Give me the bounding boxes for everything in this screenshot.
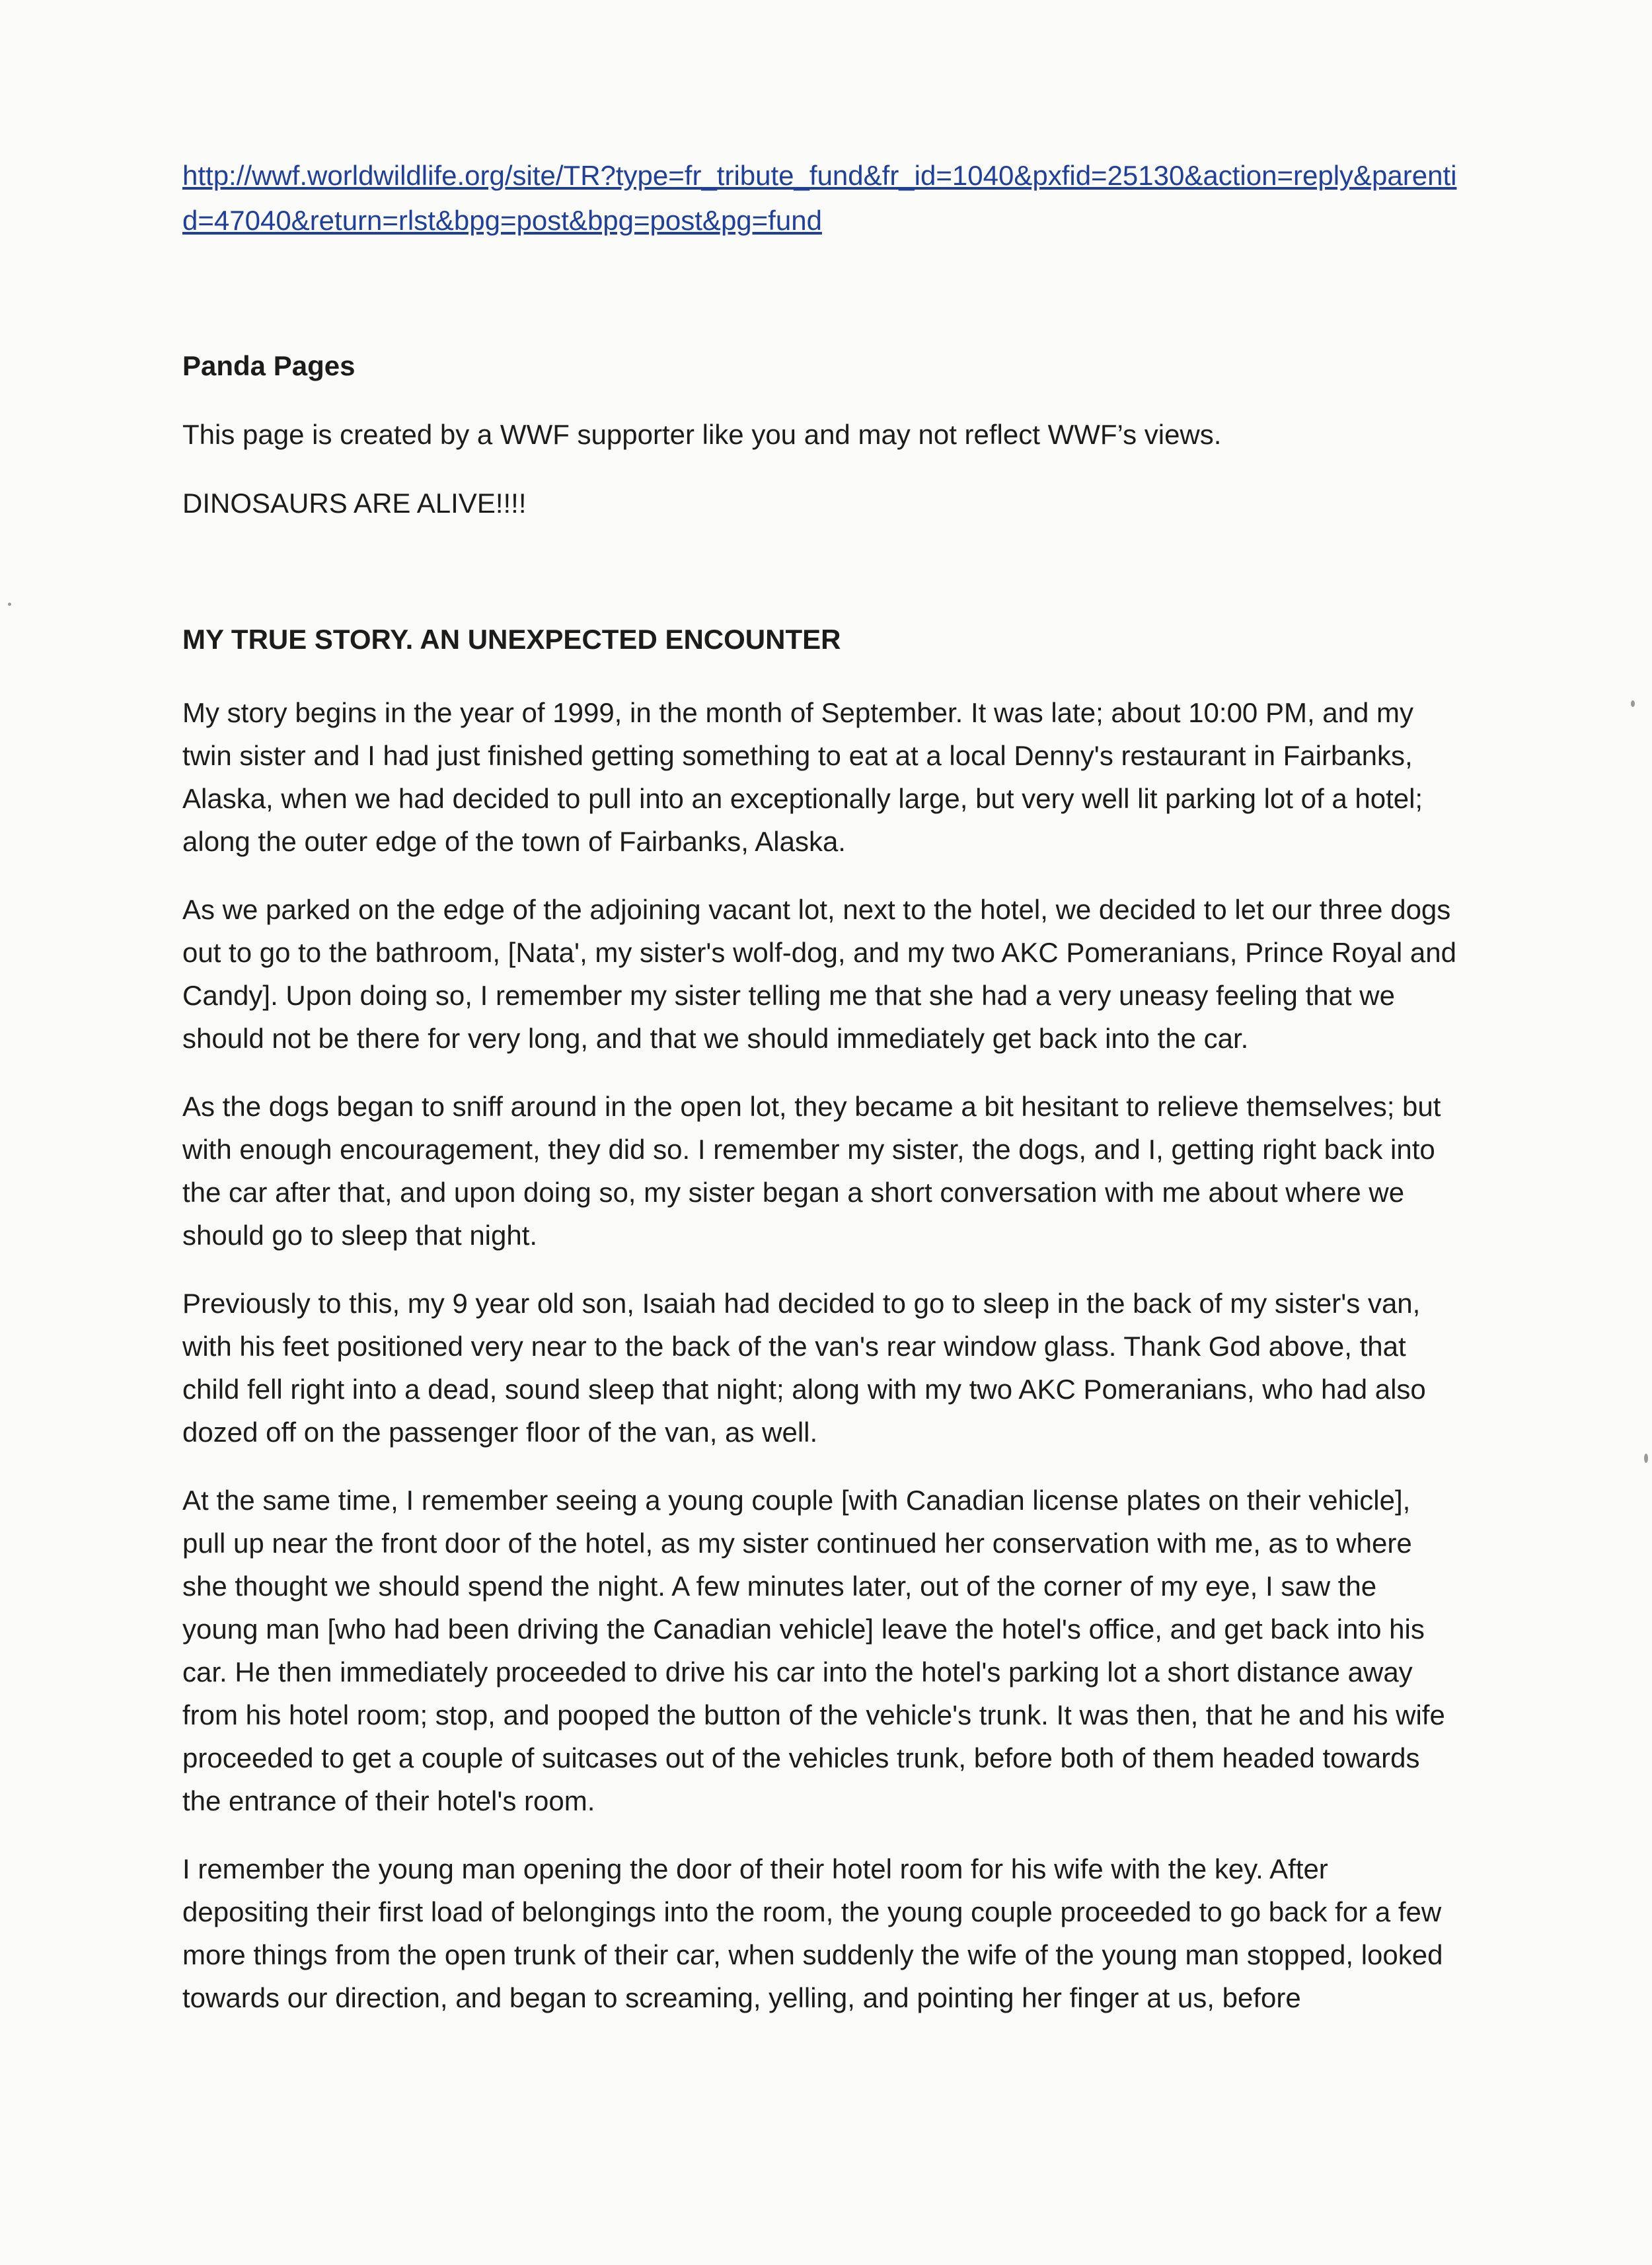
headline: DINOSAURS ARE ALIVE!!!! (182, 488, 527, 519)
story-body (182, 691, 1458, 2019)
story-paragraph: My story begins in the year of 1999, in the month of September. It was late; about 10:00 PM, and my twin sister and I had just finished getting something to eat at a local Denny's restaurant in Fairbanks, Alaska, when we had decided to pull into an exceptionally large, but very well lit parking lot of a hotel; along the outer edge of the town of Fairbanks, Alaska. (182, 697, 1423, 857)
document-body (182, 153, 1458, 2044)
story-paragraph: Previously to this, my 9 year old son, Isaiah had decided to go to sleep in the back of my sister's van, with his feet positioned very near to the back of the van's rear window glass. Thank God above, that child fell right into a dead, sound sleep that night; along with my two AKC Pomeranians, who had also dozed off on the passenger floor of the van, as well. (182, 1288, 1426, 1448)
source-url-link[interactable]: http://wwf.worldwildlife.org/site/TR?type=fr_tribute_fund&fr_id=1040&pxfid=25130&action=reply&parentid=47040&return=rlst&bpg=post&bpg=post&pg=fund (182, 160, 1457, 236)
scan-speck (8, 603, 11, 606)
scan-speck (1644, 1454, 1648, 1463)
story-title: MY TRUE STORY. AN UNEXPECTED ENCOUNTER (182, 624, 841, 655)
scan-speck (1631, 700, 1635, 707)
story-paragraph: I remember the young man opening the door of their hotel room for his wife with the key. After depositing their first load of belongings into the room, the young couple proceeded to go back for a few more things from the open trunk of their car, when suddenly the wife of the young man stopped, looked towards our direction, and began to screaming, yelling, and pointing her finger at us, before (182, 1853, 1443, 2013)
story-paragraph: At the same time, I remember seeing a young couple [with Canadian license plates on their vehicle], pull up near the front door of the hotel, as my sister continued her conservation with me, as to where she thought we should spend the night. A few minutes later, out of the corner of my eye, I saw the young man [who had been driving the Canadian vehicle] leave the hotel's office, and get back into his car. He then immediately proceeded to drive his car into the hotel's parking lot a short distance away from his hotel room; stop, and pooped the button of the vehicle's trunk. It was then, that he and his wife proceeded to get a couple of suitcases out of the vehicles trunk, before both of them headed towards the entrance of their hotel's room. (182, 1485, 1445, 1816)
story-paragraph: As the dogs began to sniff around in the open lot, they became a bit hesitant to relieve themselves; but with enough encouragement, they did so. I remember my sister, the dogs, and I, getting right back into the car after that, and upon doing so, my sister began a short conversation with me about where we should go to sleep that night. (182, 1091, 1441, 1251)
disclaimer-text: This page is created by a WWF supporter like you and may not reflect WWF’s views. (182, 419, 1222, 450)
site-title: Panda Pages (182, 350, 356, 381)
story-paragraph: As we parked on the edge of the adjoining vacant lot, next to the hotel, we decided to let our three dogs out to go to the bathroom, [Nata', my sister's wolf-dog, and my two AKC Pomeranians, Prince Royal and Candy]. Upon doing so, I remember my sister telling me that she had a very uneasy feeling that we should not be there for very long, and that we should immediately get back into the car. (182, 894, 1456, 1054)
